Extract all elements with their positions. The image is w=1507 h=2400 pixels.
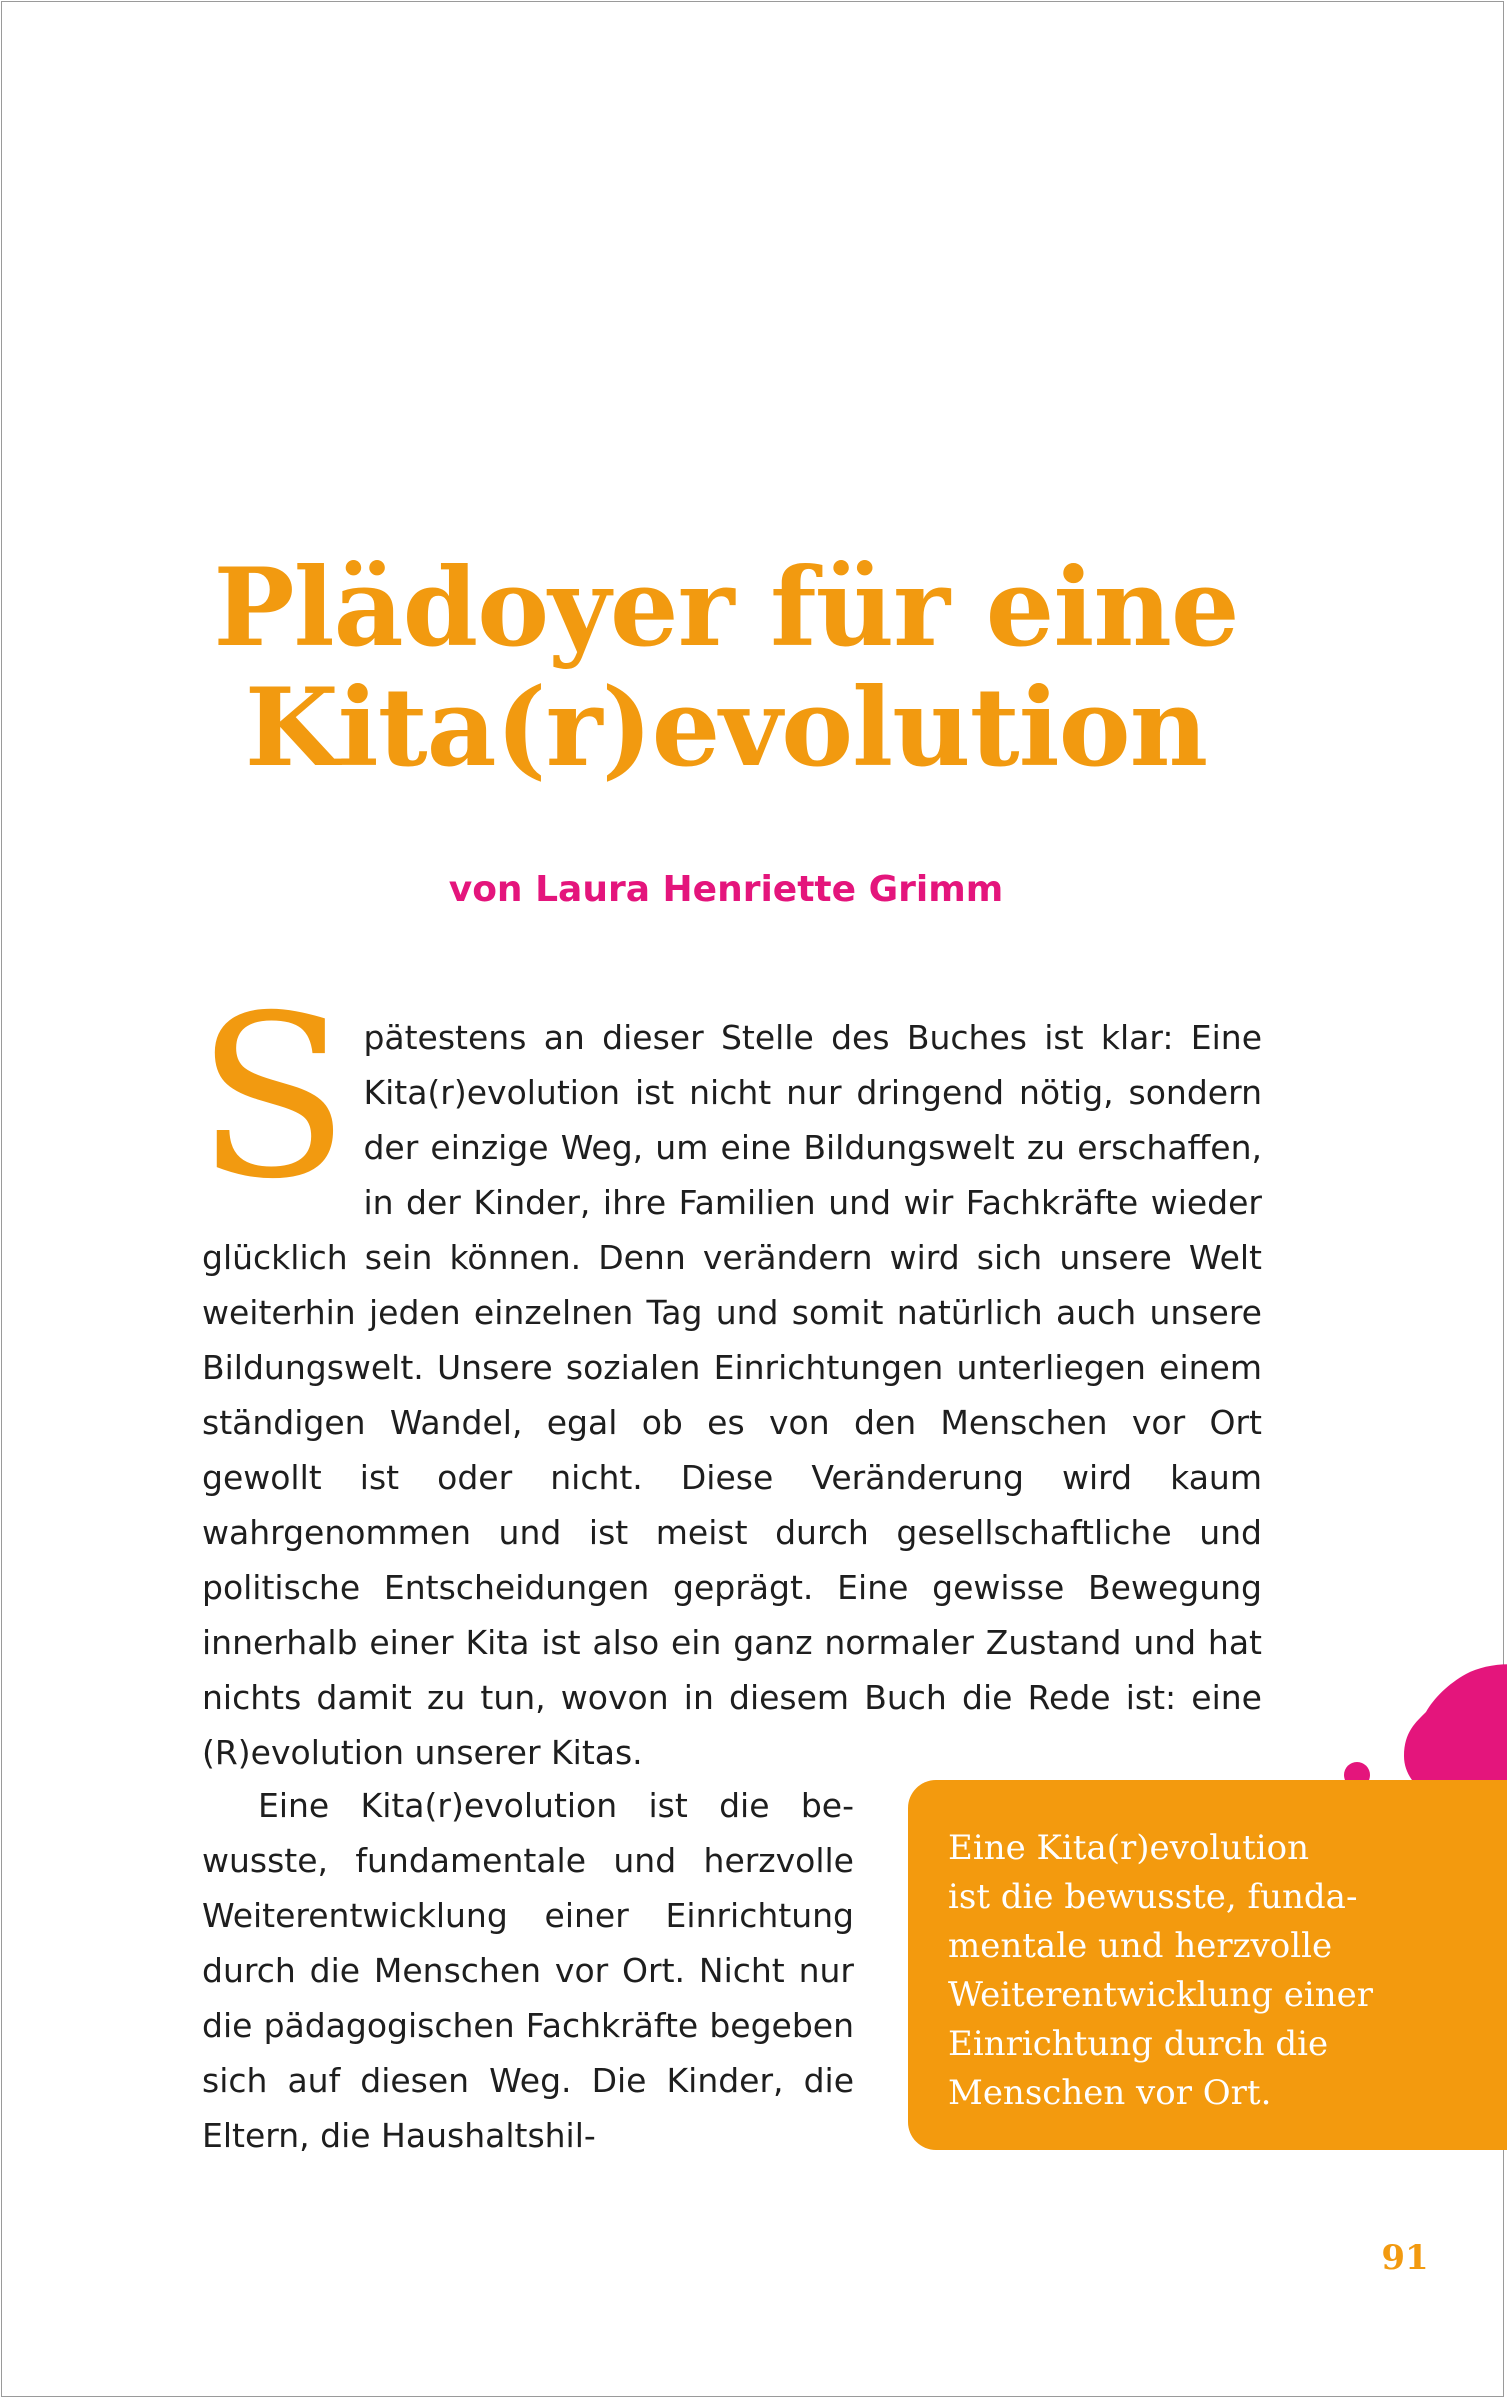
pull-quote-line-3: mentale und herzvolle bbox=[948, 1926, 1333, 1966]
pull-quote-line-4: Weiterentwicklung einer bbox=[948, 1975, 1374, 2015]
author-byline: von Laura Henriette Grimm bbox=[448, 869, 1004, 910]
pull-quote bbox=[908, 1780, 1507, 2150]
page-number: 91 bbox=[1381, 2238, 1429, 2278]
paragraph-2: Eine Kita(r)evolution ist die bewusste, fundamentale und herzvolle Weiterentwicklung einer Einrichtung durch die Menschen vor Ort. Nicht nur die pädagogischen Fachkräfte begeben sich auf diesen Weg. Die Kinder, die Eltern, die Haushaltshil- bbox=[202, 1786, 854, 2155]
paragraph-1 bbox=[196, 967, 1262, 1780]
chapter-title bbox=[0, 545, 1452, 791]
paragraph-1-text: pätestens an dieser Stelle des Buches ist klar: Eine Kita(r)evolution ist nicht nur dringend nötig, sondern der einzige Weg, um eine Bildungswelt zu erschaffen, in der Kinder, ihre Familien und wir Fachkräfte wieder glücklich sein können. Denn verändern wird sich unsere Welt weiterhin jeden einzelnen Tag und somit natürlich auch unsere Bildungswelt. Unsere sozialen Einrichtungen unterliegen einem ständigen Wandel, egal ob es von den Menschen vor Ort gewollt ist oder nicht. Diese Veränderung wird kaum wahrgenommen und ist meist durch gesellschaftliche und politische Entscheidungen geprägt. Eine gewisse Bewegung innerhalb einer Kita ist also ein ganz normaler Zustand und hat nichts damit zu tun, wovon in diesem Buch die Rede ist: eine (R)evolution unserer Kitas. bbox=[202, 1018, 1262, 1772]
chapter-title-line-2: Kita(r)evolution bbox=[244, 665, 1208, 791]
drop-cap: S bbox=[196, 967, 350, 1228]
pull-quote-line-5: Einrichtung durch die bbox=[948, 2024, 1329, 2064]
main-text bbox=[196, 967, 1262, 1780]
pull-quote-line-6: Menschen vor Ort. bbox=[948, 2073, 1272, 2113]
pull-quote-line-1: Eine Kita(r)evolution bbox=[948, 1828, 1309, 1868]
pull-quote-line-2: ist die bewusste, funda- bbox=[948, 1877, 1358, 1917]
chapter-title-line-1: Plädoyer für eine bbox=[213, 545, 1239, 671]
